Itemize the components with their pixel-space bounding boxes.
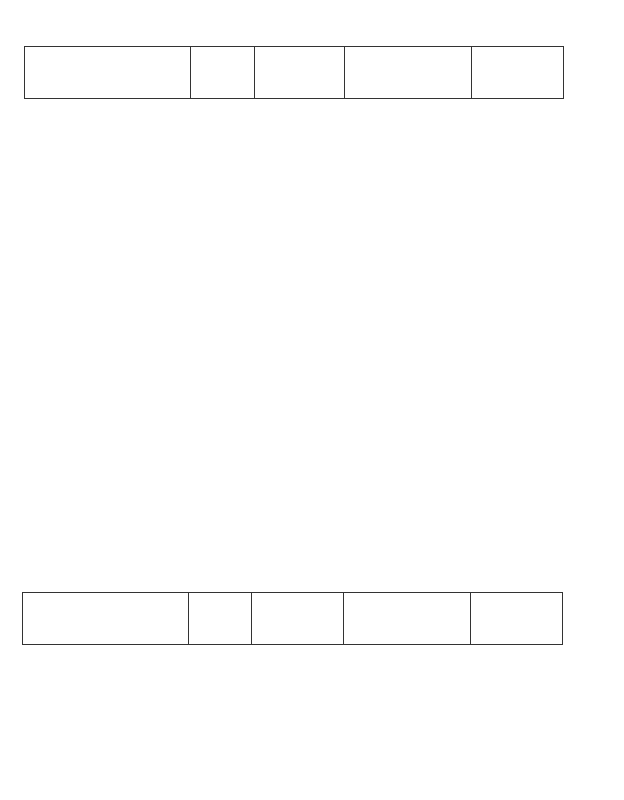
appointments-table-1 [24, 46, 564, 99]
header-funcion [472, 47, 564, 99]
header-nivel-grado [255, 47, 345, 99]
header-nivel-grado [252, 593, 344, 645]
header-funcion [471, 593, 563, 645]
header-mi [189, 593, 252, 645]
table-header-row [23, 593, 563, 645]
header-mi [191, 47, 255, 99]
header-name [25, 47, 191, 99]
header-cargo [345, 47, 472, 99]
header-cargo [344, 593, 471, 645]
header-name [23, 593, 189, 645]
table-header-row [25, 47, 564, 99]
appointments-table-2 [22, 592, 563, 645]
